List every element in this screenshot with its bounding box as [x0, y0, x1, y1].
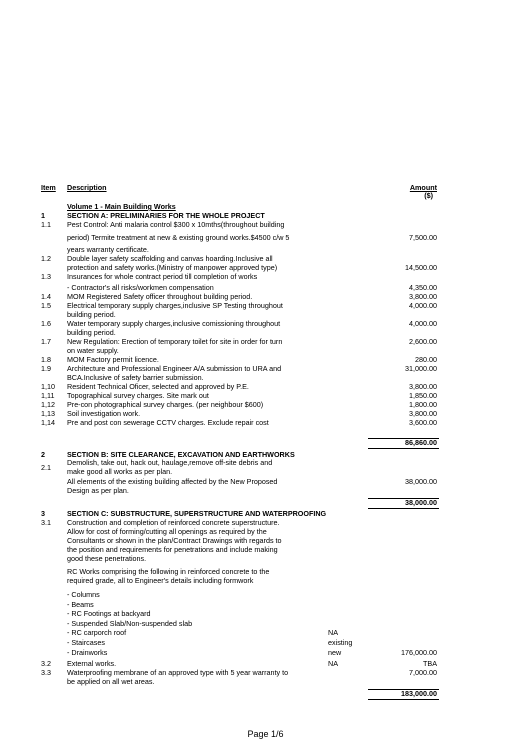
list-item-text: - Suspended Slab/Non-suspended slab [67, 618, 193, 628]
list-item-note: existing [328, 638, 353, 647]
section-c-text: Allow for cost of forming/cutting all openings as required by the [67, 527, 267, 536]
row-item: 1.4 [41, 292, 51, 301]
row-amount: 3,800.00 [409, 409, 437, 418]
section-c-text: Construction and completion of reinforced concrete superstructure. [67, 518, 280, 527]
row-description: BCA.Inclusive of safety barrier submission. [67, 373, 204, 382]
row-amount: 4,000.00 [409, 301, 437, 310]
row-description: MOM Registered Safety officer throughout building period. [67, 292, 253, 301]
row-description: SECTION A: PRELIMINARIES FOR THE WHOLE PROJECT [67, 211, 265, 220]
row-description: Topographical survey charges. Site mark out [67, 391, 209, 400]
section-c-number: 3 [41, 509, 45, 518]
row-amount: 4,350.00 [409, 283, 437, 292]
row-description: period) Termite treatment at new & existing ground works.$4500 c/w 5 [67, 233, 290, 242]
header-currency: ($) [424, 191, 433, 200]
row-item: 1,12 [41, 400, 55, 409]
row-amount: 1,800.00 [409, 400, 437, 409]
row-item: 1 [41, 211, 45, 220]
row-description: - Contractor's all risks/workmen compensation [67, 283, 214, 292]
header-item: Item [41, 183, 56, 192]
row-description: on water supply. [67, 346, 119, 355]
row-description: Electrical temporary supply charges,inclusive SP Testing throughout [67, 301, 283, 310]
row-item: 3.3 [41, 668, 51, 677]
header-amount: Amount [409, 183, 437, 192]
row-item: 1.8 [41, 355, 51, 364]
list-item-text: - Drainworks [67, 647, 108, 657]
subtotal-rule-b-bottom [368, 508, 439, 509]
section-c-text: the position and requirements for penetrations and include making [67, 545, 278, 554]
list-item-text: - Beams [67, 599, 94, 609]
subtotal-a: 86,860.00 [405, 438, 437, 447]
list-item-note: new [328, 647, 342, 657]
row-item: 1.3 [41, 272, 51, 281]
row-amount: 3,800.00 [409, 382, 437, 391]
page-number: Page 1/6 [247, 729, 284, 739]
section-c-text: Consultants or shown in the plan/Contract Drawings with regards to [67, 536, 282, 545]
volume-title: Volume 1 - Main Building Works [67, 202, 176, 211]
row-amount: 3,800.00 [409, 292, 437, 301]
row-description: Waterproofing membrane of an approved type with 5 year warranty to [67, 668, 289, 677]
row-item: 3.2 [41, 659, 51, 668]
row-description: years warranty certificate. [67, 245, 149, 254]
row-item: 1.7 [41, 337, 51, 346]
row-item: 1,11 [41, 391, 55, 400]
row-amount: 4,000.00 [409, 319, 437, 328]
row-item: 1.1 [41, 220, 51, 229]
row-description: Water temporary supply charges,inclusive comissioning throughout [67, 319, 281, 328]
section-b-title: SECTION B: SITE CLEARANCE, EXCAVATION AND EARTHWORKS [67, 450, 295, 459]
row-description: Insurances for whole contract period till completion of works [67, 272, 258, 281]
row-amount: 1,850.00 [409, 391, 437, 400]
header-description: Description [67, 183, 107, 192]
row-description: Pre-con photographical survey charges. (per neighbour $600) [67, 400, 264, 409]
row-description: Double layer safety scaffolding and canvas hoarding.Inclusive all [67, 254, 273, 263]
row-amount: TBA [423, 659, 437, 668]
row-description: building period. [67, 328, 116, 337]
section-b-text: make good all works as per plan. [67, 467, 173, 476]
row-amount: 280.00 [415, 355, 437, 364]
row-note: NA [328, 659, 338, 668]
section-b-amount: 38,000.00 [405, 477, 437, 486]
row-description: building period. [67, 310, 116, 319]
list-item-text: - Columns [67, 590, 100, 599]
row-item: 1.2 [41, 254, 51, 263]
section-b-number: 2 [41, 450, 45, 459]
row-amount: 2,600.00 [409, 337, 437, 346]
row-description: External works. [67, 659, 117, 668]
row-description: Pest Control: Anti malaria control $300 x 10mths(throughout building [67, 220, 285, 229]
row-item: 1,13 [41, 409, 55, 418]
row-description: be applied on all wet areas. [67, 677, 155, 686]
row-item: 1,14 [41, 418, 55, 427]
row-description: Soil investigation work. [67, 409, 141, 418]
row-description: Architecture and Professional Engineer A/A submission to URA and [67, 364, 282, 373]
row-amount: 7,500.00 [409, 233, 437, 242]
subtotal-rule-c-bottom [368, 699, 439, 700]
row-description: Resident Technical Oficer, selected and approved by P.E. [67, 382, 249, 391]
row-item: 1.9 [41, 364, 51, 373]
row-description: protection and safety works.(Ministry of manpower approved type) [67, 263, 278, 272]
list-item-text: - Staircases [67, 638, 105, 647]
section-c-sub-item: 3.1 [41, 518, 51, 527]
row-amount: 3,600.00 [409, 418, 437, 427]
row-item: 1,10 [41, 382, 55, 391]
row-item: 1.6 [41, 319, 51, 328]
row-description: Pre and post con sewerage CCTV charges. Exclude repair cost [67, 418, 269, 427]
section-c-title: SECTION C: SUBSTRUCTURE, SUPERSTRUCTURE AND WATERPROOFING [67, 509, 327, 518]
list-item-text: - RC Footings at backyard [67, 609, 151, 619]
subtotal-c: 183,000.00 [401, 689, 437, 698]
section-c-text: RC Works comprising the following in reinforced concrete to the [67, 567, 270, 576]
row-description: New Regulation: Erection of temporary toilet for site in order for turn [67, 337, 283, 346]
section-c-text: required grade, all to Engineer's details including formwork [67, 576, 254, 585]
list-item-text: - RC carporch roof [67, 628, 127, 638]
row-amount: 14,500.00 [405, 263, 437, 272]
subtotal-rule-a-bottom [368, 448, 439, 449]
section-b-text: All elements of the existing building affected by the New Proposed [67, 477, 278, 486]
row-amount: 7,000.00 [409, 668, 437, 677]
list-item-note: NA [328, 628, 338, 638]
row-item: 1.5 [41, 301, 51, 310]
section-c-text: good these penetrations. [67, 554, 147, 563]
section-b-text: Demolish, take out, hack out, haulage,remove off-site debris and [67, 458, 273, 467]
list-item-amount: 176,000.00 [401, 647, 437, 657]
row-description: MOM Factory permit licence. [67, 355, 159, 364]
section-b-sub-item: 2.1 [41, 463, 51, 472]
subtotal-b: 38,000.00 [405, 498, 437, 507]
section-b-text: Design as per plan. [67, 486, 129, 495]
row-amount: 31,000.00 [405, 364, 437, 373]
